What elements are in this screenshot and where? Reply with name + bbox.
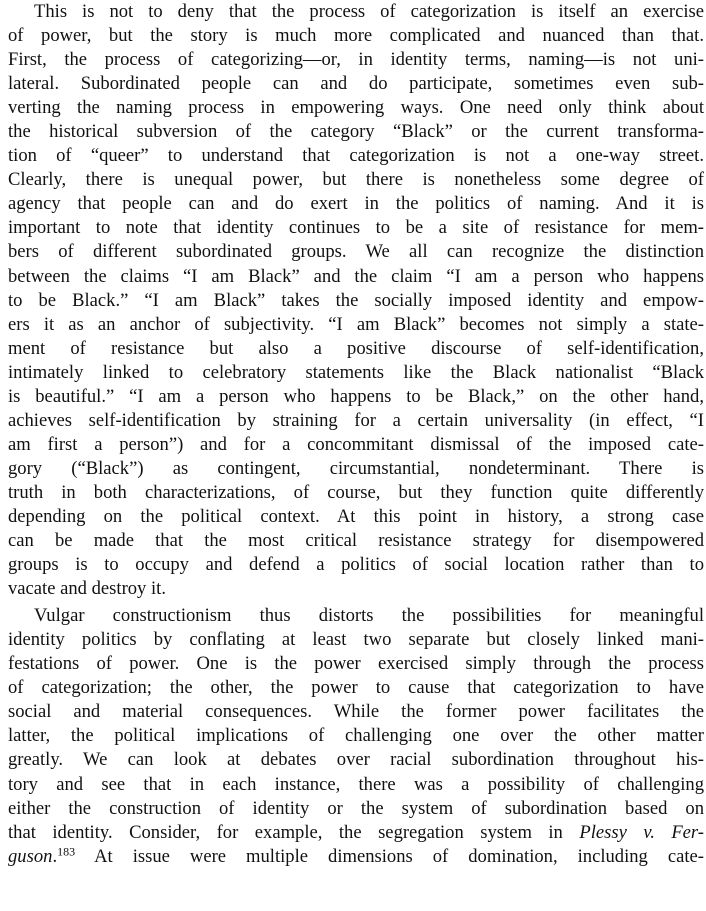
text-line: between the claims “I am Black” and the claim “I am a person who happens bbox=[8, 265, 704, 287]
footnote-reference[interactable]: 183 bbox=[57, 844, 76, 859]
text-line: ment of resistance but also a positive discourse of self-identification, bbox=[8, 337, 704, 359]
text-line: is beautiful.” “I am a person who happens to be Black,” on the other hand, bbox=[8, 385, 704, 407]
text-run: At issue were multiple dimensions of domination, including cate- bbox=[75, 845, 704, 867]
text-line: Vulgar constructionism thus distorts the possibilities for meaningful bbox=[34, 605, 704, 627]
case-name-italic: guson bbox=[8, 845, 53, 867]
text-line: festations of power. One is the power exercised simply through the process bbox=[8, 653, 704, 675]
text-line: lateral. Subordinated people can and do participate, sometimes even sub- bbox=[8, 73, 704, 95]
text-line bbox=[8, 845, 704, 869]
text-line: important to note that identity continues to be a site of resistance for mem- bbox=[8, 217, 704, 239]
text-run: . bbox=[52, 845, 58, 867]
text-line: This is not to deny that the process of categorization is itself an exercise bbox=[34, 1, 704, 22]
text-line: to be Black.” “I am Black” takes the socially imposed identity and empow- bbox=[8, 289, 704, 311]
text-line: agency that people can and do exert in the politics of naming. And it is bbox=[8, 193, 704, 215]
text-line: intimately linked to celebratory statements like the Black nationalist “Black bbox=[8, 361, 704, 383]
text-line: achieves self-identification by straining for a certain universality (in effect, “I bbox=[8, 409, 704, 431]
text-line: latter, the political implications of challenging one over the other matter bbox=[8, 725, 704, 747]
paragraph-2 bbox=[8, 604, 704, 869]
text-line: bers of different subordinated groups. We all can recognize the distinction bbox=[8, 241, 704, 263]
text-line: vacate and destroy it. bbox=[8, 578, 166, 600]
text-line: of categorization; the other, the power to cause that categorization to have bbox=[8, 677, 704, 699]
text-line bbox=[8, 821, 704, 845]
text-line: can be made that the most critical resistance strategy for disempowered bbox=[8, 530, 704, 552]
text-line: the historical subversion of the category “Black” or the current transforma- bbox=[8, 121, 704, 143]
document-page bbox=[8, 0, 704, 869]
text-line: of power, but the story is much more complicated and nuanced than that. bbox=[8, 25, 704, 47]
text-line: groups is to occupy and defend a politics of social location rather than to bbox=[8, 554, 704, 576]
text-run: that identity. Consider, for example, the segregation system in bbox=[8, 821, 580, 843]
text-line: social and material consequences. While the former power facilitates the bbox=[8, 701, 704, 723]
text-line: ers it as an anchor of subjectivity. “I am Black” becomes not simply a state- bbox=[8, 313, 704, 335]
paragraph-1 bbox=[8, 0, 704, 601]
text-line: depending on the political context. At this point in history, a strong case bbox=[8, 505, 704, 527]
text-line: First, the process of categorizing—or, in identity terms, naming—is not uni- bbox=[8, 49, 704, 71]
text-line: truth in both characterizations, of course, but they function quite differently bbox=[8, 481, 704, 503]
text-line: tion of “queer” to understand that categorization is not a one-way street. bbox=[8, 145, 704, 167]
text-line: verting the naming process in empowering ways. One need only think about bbox=[8, 97, 704, 119]
text-line: Clearly, there is unequal power, but there is nonetheless some degree of bbox=[8, 169, 704, 191]
text-line: am first a person”) and for a concommitant dismissal of the imposed cate- bbox=[8, 433, 704, 455]
text-line: either the construction of identity or the system of subordination based on bbox=[8, 797, 704, 819]
case-name-italic: Plessy v. Fer- bbox=[579, 821, 704, 843]
text-line: tory and see that in each instance, there was a possibility of challenging bbox=[8, 773, 704, 795]
text-line: identity politics by conflating at least two separate but closely linked mani- bbox=[8, 629, 704, 651]
text-line: greatly. We can look at debates over racial subordination throughout his- bbox=[8, 749, 704, 771]
text-line: gory (“Black”) as contingent, circumstantial, nondeterminant. There is bbox=[8, 457, 704, 479]
